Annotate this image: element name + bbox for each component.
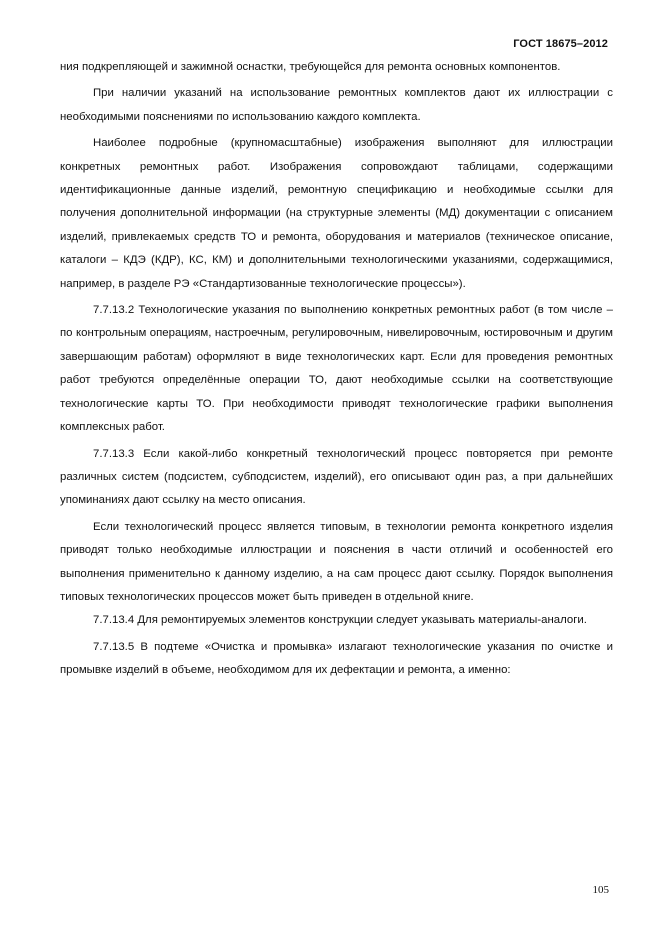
paragraph-continuation: ния подкрепляющей и зажимной оснастки, требующейся для ремонта основных компонентов. (60, 61, 561, 73)
paragraph-repair-kits: При наличии указаний на использование ремонтных комплектов дают их иллюстрации с необходимыми пояснениями по использованию каждого комплекта. (60, 87, 613, 123)
document-body (60, 56, 613, 683)
document-header: ГОСТ 18675–2012 (513, 38, 608, 50)
paragraph-7-7-13-3: 7.7.13.3 Если какой-либо конкретный технологический процесс повторяется при ремонте различных систем (подсистем, субподсистем, изделий), его описывают один раз, а при дальнейших упоминаниях дают ссылку на место описания. (60, 447, 613, 507)
paragraph-typical-process: Если технологический процесс является типовым, в технологии ремонта конкретного изделия приводят только необходимые иллюстрации и пояснения в части отличий и особенностей его выполнения применительно к данному изделию, а на сам процесс дают ссылку. Порядок выполнения типовых технологических процессов может быть приведен в отдельной книге. (60, 520, 613, 603)
page-number: 105 (592, 884, 609, 896)
paragraph-detailed-images: Наиболее подробные (крупномасштабные) изображения выполняют для иллюстрации конкретных ремонтных работ. Изображения сопровождают таблицами, содержащими идентификационные данные изделий, ремонтную спецификацию и необходимые ссылки для получения дополнительной информации (на структурные элементы (МД) документации с описанием изделий, привлекаемых средств ТО и ремонта, оборудования и материалов (техническое описание, каталоги – КДЭ (КДР), КС, КМ) и дополнительными технологическими указаниями, содержащимися, например, в разделе РЭ «Стандартизованные технологические процессы»). (60, 137, 613, 290)
paragraph-7-7-13-4: 7.7.13.4 Для ремонтируемых элементов конструкции следует указывать материалы-аналоги. (93, 614, 587, 627)
paragraph-7-7-13-2: 7.7.13.2 Технологические указания по выполнению конкретных ремонтных работ (в том числе – по контрольным операциям, настроечным, регулировочным, нивелировочным, юстировочным и другим завершающим работам) оформляют в виде технологических карт. Если для проведения ремонтных работ требуются определённые операции ТО, дают необходимые ссылки на соответствующие технологические карты ТО. При необходимости приводят технологические графики выполнения комплексных работ. (60, 304, 613, 434)
paragraph-7-7-13-5: 7.7.13.5 В подтеме «Очистка и промывка» излагают технологические указания по очистке и промывке изделий в объеме, необходимом для их дефектации и ремонта, а именно: (60, 640, 613, 677)
